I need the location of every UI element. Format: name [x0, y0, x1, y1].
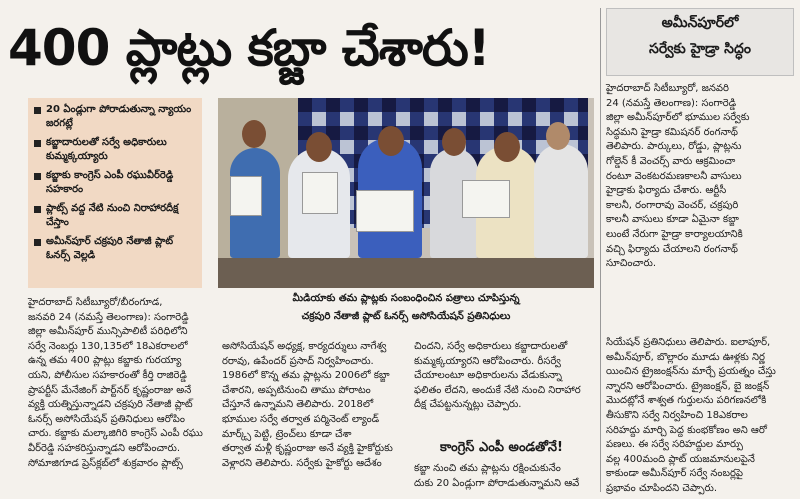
side-story-title-box — [606, 8, 794, 76]
highlight-item — [34, 103, 196, 131]
press-conference-photo — [218, 98, 594, 288]
side-story-title-line1: అమీన్‌పూర్‌లో — [661, 15, 739, 31]
side-line: గోల్డెన్ కీ వెంచర్స్ వారు ఆక్రమించా — [606, 155, 736, 167]
text-line: మార్క్స్ పెట్టి, ట్రెంచ్‌లు కూడా చేశా — [222, 428, 352, 440]
press-table — [218, 258, 594, 288]
text-line: సోమాజిగూడ ప్రెస్‌క్లబ్‌లో శుక్రవారం ప్లాట్స్ — [28, 457, 183, 469]
person-head — [546, 122, 570, 150]
side-line: రంటూ వెంకటరమణకాలనీ వాసులు — [606, 170, 742, 182]
highlight-item — [34, 169, 196, 197]
text-line: జిల్లా అమీన్‌పూర్ మున్సిపాలిటీ పరిధిలోని — [28, 326, 188, 338]
text-line: కాకుండా అమీన్‌పూర్ సర్వే నంబర్లపై — [606, 468, 744, 480]
bullet-square-icon — [34, 239, 41, 246]
highlight-text: ప్లాట్స్ వద్ద నేటి నుంచి నిరాహారదీక్ష చేస్తాం — [46, 203, 179, 228]
text-line: వీర్‌రెడ్డి సహకరిస్తున్నాడని ఆరోపించారు. — [28, 442, 181, 454]
text-line: ఫలితం లేదని, అందుకే నేటి నుంచి నిరాహార — [414, 384, 581, 396]
side-line: సిద్ధమని హైడ్రా కమిషనర్ రంగనాథ్ — [606, 126, 738, 138]
text-line: సర్వే నెంబర్లు 130,135లో 18ఎకరాలలో — [28, 340, 188, 352]
text-line: చేస్తూనే ఉన్నామని తెలిపారు. 2018లో — [222, 399, 374, 411]
highlight-text: కబ్జాకు కాంగ్రెస్ ఎంపీ రఘువీర్‌రెడ్డి సహకారం — [46, 170, 174, 195]
highlight-item — [34, 202, 196, 230]
side-story-title-line2: సర్వేకు హైడ్రా సిద్ధం — [649, 41, 751, 57]
side-line: లుంటే నేరుగా హైడ్రా కార్యాలయానికి — [606, 228, 743, 240]
text-line: 1986లో కొన్న తమ ప్లాట్లను 2006లో కబ్జా — [222, 370, 390, 382]
caption-line2: చక్రపురి నేతాజీ ప్లాట్ ఓనర్స్ అసోసియేషన్ ప్రతినిధులు — [301, 311, 511, 322]
highlight-text: అమీన్‌పూర్ చక్రపురి నేతాజీ ప్లాట్ ఓనర్స్ వెల్లడి — [46, 236, 174, 261]
side-line: సూచించారు. — [606, 258, 657, 270]
highlight-text: 20 ఏండ్లుగా పోరాడుతున్నా న్యాయం జరగట్లే — [46, 104, 192, 129]
column-divider — [600, 8, 601, 492]
bullet-square-icon — [34, 107, 41, 114]
article-column-3-continued — [414, 462, 592, 491]
headline: 400 ప్లాట్లు కబ్జా చేశారు! — [8, 19, 490, 77]
side-line: తెలిపారు. పార్కులు, రోడ్డు, ప్లాట్లను — [606, 141, 742, 153]
text-line: కబ్జా నుంచి తమ ప్లాట్లను రక్షించుకునేం — [414, 463, 561, 474]
person-head — [442, 128, 466, 156]
document-sheet — [356, 190, 414, 232]
text-line: వల్ల 400మంది ప్లాట్ యజమానులపైనే — [606, 453, 755, 465]
text-line: మొదట్లోనే శాశ్వత గుర్తులను పరిగణనలోకి — [606, 395, 767, 407]
text-line: రరావు, ఉపేందర్ ప్రసాద్ నిర్వహించారు. — [222, 355, 374, 367]
document-sheet — [302, 172, 338, 214]
text-line: అసోసియేషన్ అధ్యక్ష, కార్యదర్శులు నాగేశ్వ — [222, 341, 387, 352]
side-line: జిల్లా అమీన్‌పూర్‌లో భూముల సర్వేకు — [606, 112, 750, 124]
text-line: దుకు 20 ఏండ్లుగా పోరాడుతున్నామని ఆవే — [414, 477, 580, 489]
side-line: హైడ్రాకు ఫిర్యాదు చేశారు. ఆర్టీసీ — [606, 185, 727, 197]
text-line: ఉన్న తమ 400 ప్లాట్లు కబ్జాకు గురయ్యా — [28, 355, 182, 367]
side-line: కాలనీ, రంగారావు వెంచర్, చక్రపురి — [606, 199, 739, 211]
text-line: యని, పోలీసుల సహకారంతో కీర్తి రాజిరెడ్డి — [28, 369, 187, 381]
highlight-text: కబ్జాదారులతో సర్వే అధికారులు కుమ్మక్కయ్యారు — [46, 137, 167, 162]
article-column-2 — [222, 340, 402, 471]
person-head — [242, 120, 266, 148]
person-head — [306, 132, 332, 162]
photo-caption — [218, 290, 594, 330]
person-figure — [534, 144, 588, 258]
text-line: చిందని, సర్వే అధికారులు కబ్జాదారులతో — [414, 341, 568, 352]
text-line: భూముల సర్వే తర్వాత పర్మినెంట్ ల్యాండ్ — [222, 413, 380, 425]
bullet-square-icon — [34, 173, 41, 180]
text-line: కుమ్మక్కయ్యారని ఆరోపించారు. రీసర్వే — [414, 355, 561, 367]
side-line: 24 (నమస్తే తెలంగాణ): సంగారెడ్డి — [606, 97, 737, 109]
highlight-item — [34, 136, 196, 164]
text-line: న్నారని ఆరోపించారు. ట్రైజంక్షన్, బై జంక్షన్ — [606, 380, 770, 392]
text-line: అమీన్‌పూర్, బొల్లారం మూడు ఊళ్లకు నిర్ణ — [606, 351, 765, 363]
person-head — [378, 126, 404, 156]
text-line: జనవరి 24 (నమస్తే తెలంగాణ): సంగారెడ్డి — [28, 311, 189, 323]
text-line: పణలు. ఈ సర్వే సరిహద్దుల మార్పు — [606, 439, 743, 451]
text-line: సియేషన్ ప్రతినిధులు తెలిపారు. ఐలాపూర్, — [606, 337, 771, 348]
text-line: హైదరాబాద్ సిటీబ్యూరో/బీరంగూడ, — [28, 297, 163, 308]
text-line: ఓనర్స్ అసోసియేషన్ ప్రతినిధులు ఆరోపిం — [28, 413, 185, 425]
article-column-4 — [606, 336, 792, 497]
text-line: ప్రభావం చూపిందని చెప్పారు. — [606, 482, 718, 494]
bullet-square-icon — [34, 140, 41, 147]
text-line: చేశారని, అప్పటినుంచి తాము పోరాటం — [222, 384, 371, 396]
text-line: తర్వాత మళ్లీ కృష్ణంరాజు అనే వ్యక్తి హైకోర్టుకు — [222, 443, 393, 455]
caption-line1: మీడియాకు తమ ప్లాట్లకు సంబంధించిన పత్రాలు చూపిస్తున్న — [292, 293, 520, 304]
text-line: ప్రాపర్టీస్ మేనేజింగ్ పార్ట్‌నర్ కృష్ణంరాజు అనే — [28, 384, 192, 396]
side-story-body — [606, 82, 792, 272]
text-line: చేయాలంటూ అధికారులను వేడుకున్నా — [414, 370, 562, 382]
text-line: యించిన ట్రైజంక్షన్‌ను మార్చే ప్రయత్నం చేస్తు — [606, 366, 776, 378]
bullet-square-icon — [34, 206, 41, 213]
text-line: చారు. కబ్జాకు మల్కాజిగిరి కాంగ్రెస్ ఎంపీ రఘు — [28, 428, 203, 440]
document-sheet — [230, 176, 262, 216]
document-sheet — [462, 180, 510, 218]
side-line: వచ్చి ఫిర్యాదు చేయాలని రంగనాథ్ — [606, 243, 738, 255]
text-line: దీక్ష చేపట్టనున్నట్లు చెప్పారు. — [414, 399, 522, 411]
text-line: తీసుకొని సర్వే నిర్వహించి 18ఎకరాల — [606, 409, 748, 421]
person-head — [494, 132, 520, 162]
highlight-item — [34, 235, 196, 263]
highlights-box — [28, 98, 202, 288]
article-column-3 — [414, 340, 592, 413]
text-line: వెళ్లారని తెలిపారు. సర్వేకు హైకోర్టు ఆదేశం — [222, 457, 382, 469]
text-line: వ్యక్తి యత్నిస్తున్నాడని చక్రపురి నేతాజీ ప్లాట్ — [28, 399, 193, 411]
side-line: కాలనీ వాసులు కూడా ఏమైనా కబ్జా — [606, 214, 739, 226]
section-subhead: కాంగ్రెస్ ఎంపీ అండతోనే! — [440, 440, 563, 455]
article-column-1 — [28, 296, 204, 471]
text-line: సరిహద్దు మార్చి పెద్ద కుంభకోణం అని ఆరో — [606, 424, 767, 436]
side-line: హైదరాబాద్ సిటీబ్యూరో, జనవరి — [606, 83, 729, 94]
